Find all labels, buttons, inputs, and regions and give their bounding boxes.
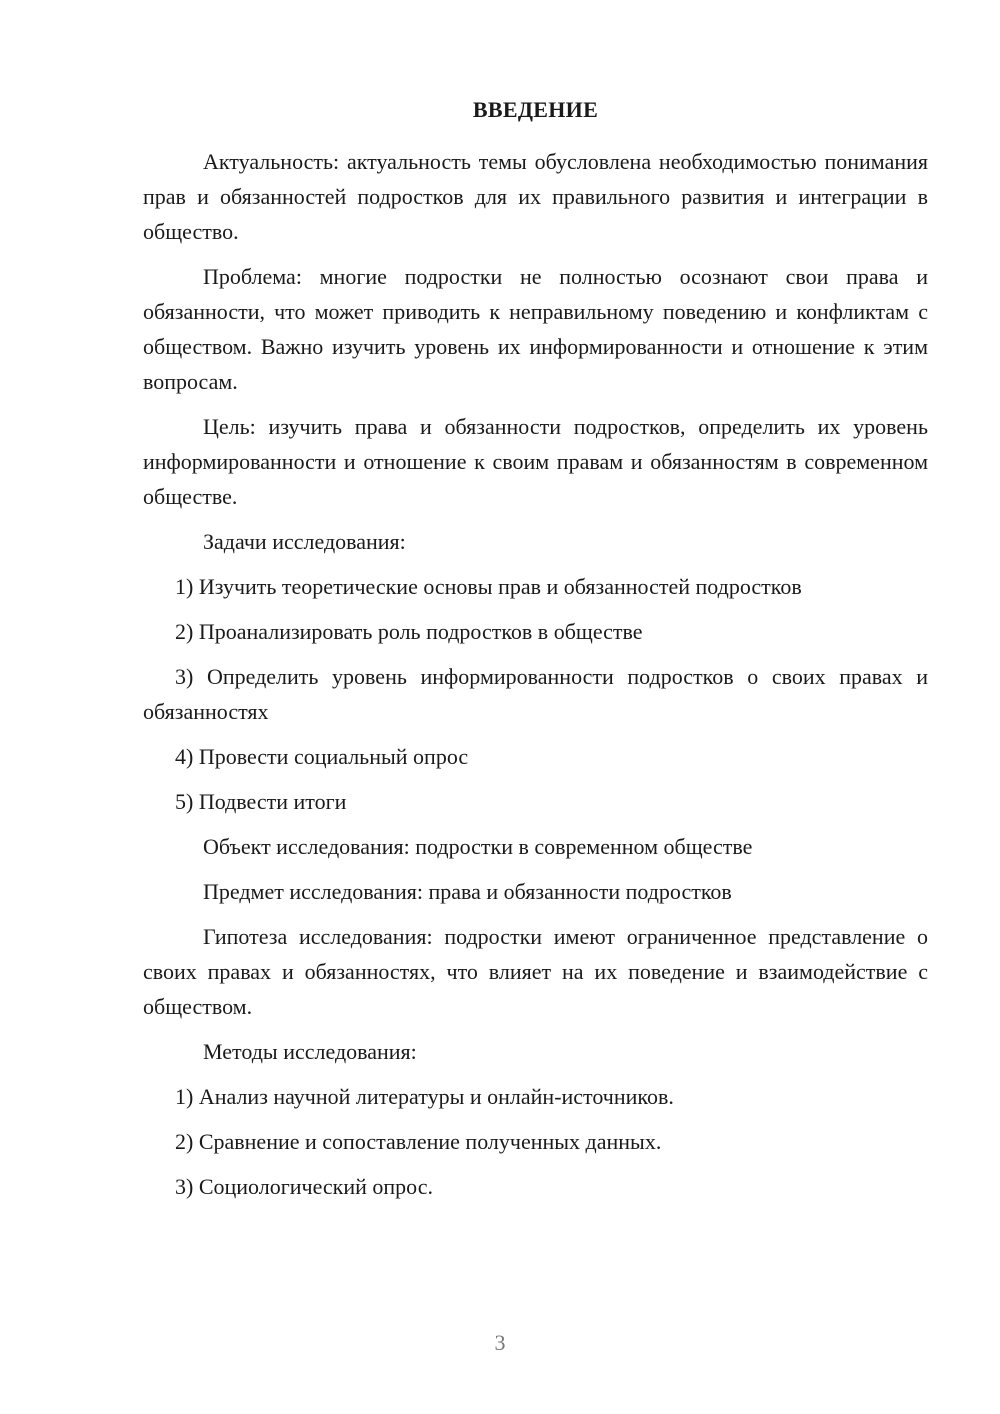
page-number: 3 bbox=[494, 1330, 506, 1355]
research-object: Объект исследования: подростки в современном обществе bbox=[203, 834, 753, 859]
task-item: 5) Подвести итоги bbox=[175, 789, 347, 814]
task-item: 1) Изучить теоретические основы прав и обязанностей подростков bbox=[175, 574, 802, 599]
research-subject: Предмет исследования: права и обязанности подростков bbox=[203, 879, 732, 904]
task-item: 2) Проанализировать роль подростков в обществе bbox=[175, 619, 643, 644]
task-item: 3) Определить уровень информированности подростков о своих правах и обязанностях bbox=[143, 664, 928, 724]
method-item: 2) Сравнение и сопоставление полученных данных. bbox=[175, 1129, 662, 1154]
research-hypothesis: Гипотеза исследования: подростки имеют ограниченное представление о своих правах и обязанностях, что влияет на их поведение и взаимодействие с обществом. bbox=[143, 924, 928, 1019]
task-item: 4) Провести социальный опрос bbox=[175, 744, 469, 769]
paragraph-goal: Цель: изучить права и обязанности подростков, определить их уровень информированности и отношение к своим правам и обязанностям в современном обществе. bbox=[143, 414, 928, 509]
page-content bbox=[143, 94, 928, 1214]
method-item: 1) Анализ научной литературы и онлайн-источников. bbox=[175, 1084, 674, 1109]
tasks-heading: Задачи исследования: bbox=[203, 529, 406, 554]
method-item: 3) Социологический опрос. bbox=[175, 1174, 433, 1199]
methods-heading: Методы исследования: bbox=[203, 1039, 417, 1064]
paragraph-problem: Проблема: многие подростки не полностью осознают свои права и обязанности, что может приводить к неправильному поведению и конфликтам с обществом. Важно изучить уровень их информированности и отношение к этим вопросам. bbox=[143, 264, 928, 394]
section-title: ВВЕДЕНИЕ bbox=[472, 97, 599, 122]
paragraph-relevance: Актуальность: актуальность темы обусловлена необходимостью понимания прав и обязанностей подростков для их правильного развития и интеграции в общество. bbox=[143, 149, 928, 244]
